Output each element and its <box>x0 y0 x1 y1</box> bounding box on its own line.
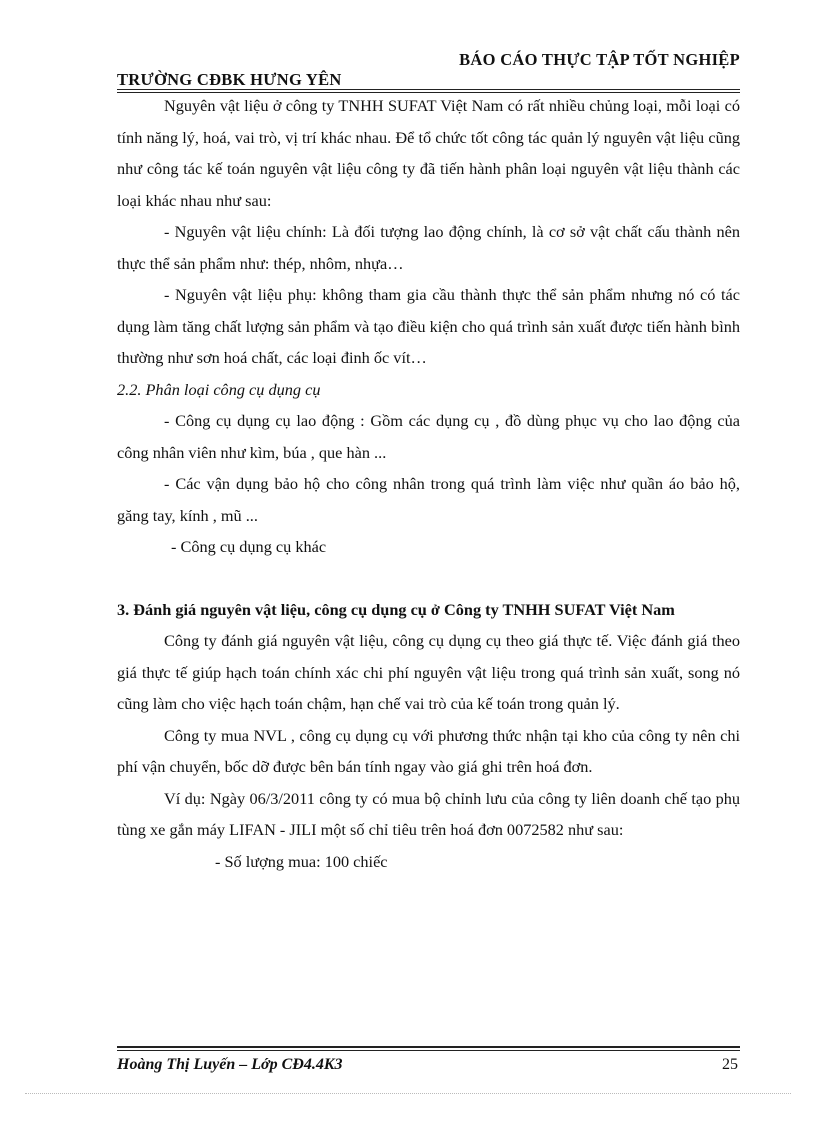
paragraph-intro: Nguyên vật liệu ở công ty TNHH SUFAT Việt Nam có rất nhiều chủng loại, mỗi loại có tính năng lý, hoá, vai trò, vị trí khác nhau. Để tổ chức tốt công tác quản lý nguyên vật liệu cũng như công tác kế toán nguyên vật liệu công ty đã tiến hành phân loại nguyên vật liệu thành các loại khác nhau như sau: <box>117 96 740 210</box>
paragraph-main-materials: - Nguyên vật liệu chính: Là đối tượng lao động chính, là cơ sở vật chất cấu thành nên thực thể sản phẩm như: thép, nhôm, nhựa… <box>117 222 740 273</box>
paragraph-aux-materials: - Nguyên vật liệu phụ: không tham gia cầu thành thực thể sản phẩm nhưng nó có tác dụng làm tăng chất lượng sản phẩm và tạo điều kiện cho quá trình sản xuất được tiến hành bình thường như sơn hoá chất, các loại đinh ốc vít… <box>117 285 740 367</box>
list-item-protective: - Các vận dụng bảo hộ cho công nhân trong quá trình làm việc như quần áo bảo hộ, găng tay, kính , mũ ... <box>117 474 740 525</box>
footer-rule-top <box>117 1046 740 1048</box>
list-item-other: - Công cụ dụng cụ khác <box>171 537 327 556</box>
page-edge-divider <box>25 1093 791 1094</box>
footer-rule-bottom <box>117 1050 740 1051</box>
sub-heading: 2.2. Phân loại công cụ dụng cụ <box>117 379 321 399</box>
school-name: TRƯỜNG CĐBK HƯNG YÊN <box>117 70 342 89</box>
list-item-quantity: - Số lượng mua: 100 chiếc <box>215 851 388 871</box>
page-number: 25 <box>722 1056 738 1073</box>
section-heading: 3. Đánh giá nguyên vật liệu, công cụ dụng cụ ở Công ty TNHH SUFAT Việt Nam <box>117 599 675 619</box>
paragraph-valuation: Công ty đánh giá nguyên vật liệu, công cụ dụng cụ theo giá thực tế. Việc đánh giá theo giá thực tế giúp hạch toán chính xác chi phí nguyên vật liệu trong quá trình sản xuất, song nó cũng làm cho việc hạch toán chậm, hạn chế vai trò của kế toán trong quản lý. <box>117 631 740 713</box>
report-title: BÁO CÁO THỰC TẬP TỐT NGHIỆP <box>459 50 740 69</box>
page-body <box>117 90 740 877</box>
footer-author: Hoàng Thị Luyến – Lớp CĐ4.4K3 <box>117 1056 343 1073</box>
paragraph-purchase: Công ty mua NVL , công cụ dụng cụ với phương thức nhận tại kho của công ty nên chi phí vận chuyển, bốc dỡ được bên bán tính ngay vào giá ghi trên hoá đơn. <box>117 725 740 776</box>
list-item-tools: - Công cụ dụng cụ lao động : Gồm các dụng cụ , đồ dùng phục vụ cho lao động của công nhân viên như kìm, búa , que hàn ... <box>117 411 740 462</box>
paragraph-example: Ví dụ: Ngày 06/3/2011 công ty có mua bộ chỉnh lưu của công ty liên doanh chế tạo phụ tùng xe gắn máy LIFAN - JILI một số chỉ tiêu trên hoá đơn 0072582 như sau: <box>117 788 740 839</box>
